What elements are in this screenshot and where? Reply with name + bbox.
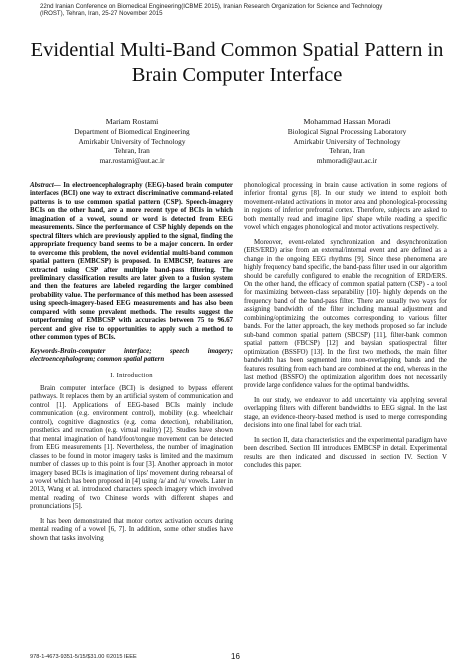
author-block-1 xyxy=(32,117,232,165)
left-column xyxy=(30,182,233,543)
conference-line-2: (IROST), Tehran, Iran, 25-27 November 2015 xyxy=(40,10,163,18)
author-university: Amirkabir University of Technology xyxy=(78,136,186,146)
author-name: Mohammad Hassan Moradi xyxy=(303,117,391,126)
footer-isbn: 978-1-4673-9351-5/15/$31.00 ©2015 IEEE xyxy=(30,654,137,660)
abstract-text: In electroencephalography (EEG)-based brain computer interfaces (BCI) one way to extract discriminative command-related patterns is to use common spatial pattern (CSP). Speech-imagery BCIs on the other hand, are a more recent type of BCIs in which imagination of a vowel, sound or word is detected from EEG measurements. Since the performance of CSP highly depends on the spectral filters which are previously applied to the signal, finding the appropriate frequency band seems to be a major concern. In order to overcome this problem, the novel evidential multi-band common spatial pattern (EMBCSP) is proposed. In EMBCSP, features are extracted using CSP after multiple band-pass filtering. The preliminary classification results are later given to a fusion system and then the features are labeled regarding the larger combined probability value. The performance of this method has been assessed using speech-imagery-based EEG measurements and has also been compared with some prevalent methods. The results suggest the outperforming of EMBCSP with accuracies between 75 to 96.67 percent and give rise to opportunities to apply such a method to other common types of BCIs. xyxy=(30,182,233,342)
right-paragraph-4: In section II, data characteristics and the experimental paradigm have been described. Section III introduces EMBCSP in detail. Experimental results are then indicated and discussed in section IV. Section V concludes this paper. xyxy=(244,436,447,470)
title-line-2: Brain Computer Interface xyxy=(131,64,343,86)
paper-title xyxy=(0,38,474,88)
conference-line-1: 22nd Iranian Conference on Biomedical Engineering(ICBME 2015), Iranian Research Organization for Science and Technology xyxy=(40,3,383,10)
abstract-label: Abstract xyxy=(30,182,54,189)
intro-paragraph-1: Brain computer interface (BCI) is designed to bypass efferent pathways. It replaces them by an artificial system of communication and control [1]. Applications of EEG-based BCIs mainly include communication (e.g. environment control), mobility (e.g. wheelchair control), cognitive diagnostics (e.g. coma detection), rehabilitation, prosthetics and recreation (e.g. virtual reality) [2]. Studies have shown that mental imagination of hand/foot/tongue movement can be detected from EEG measurements [1]. Nevertheless, the number of imagination classes to be found in motor imagery tasks is limited and the maximum number of classes up to this point is four [3]. Another approach in motor imagery based BCIs is imagination of lips' movement during rehearsal of a vowel which has been proposed in [4] using /a/ and /u/ vowels. Later in 2013, Wang et al. introduced characters speech imagery which involved mental reading of two Chinese words with different shapes and pronunciations [5]. xyxy=(30,384,233,511)
author-name: Mariam Rostami xyxy=(105,117,159,126)
conference-header xyxy=(40,3,440,18)
author-department: Department of Biomedical Engineering xyxy=(74,127,190,137)
right-paragraph-3: In our study, we endeavor to add uncertainty via applying several overlapping filters with different bandwidths to EEG signal. In the last stage, an evidence-theory-based method is used to merge corresponding decisions into one final label for each trial. xyxy=(244,396,447,430)
author-city: Tehran, Iran xyxy=(329,146,365,156)
title-line-1: Evidential Multi-Band Common Spatial Pattern in xyxy=(30,39,444,61)
intro-paragraph-2: It has been demonstrated that motor cortex activation occurs during mental reading of a vowel [6, 7]. In addition, some other studies have shown that tasks involving xyxy=(30,517,233,542)
keywords: Keywords-Brain-computer interface; speech imagery; electroencephalogram; common spatial pattern xyxy=(30,347,233,364)
right-paragraph-2: Moreover, event-related synchronization and desynchronization (ERS/ERD) arise from an external/internal event and are defined as a change in the ongoing EEG rhythms [9]. Since these phenomena are highly frequency band specific, the band-pass filter used in our algorithm should be carefully configured to enable the recognition of ERD/ERS. On the other hand, the efficacy of common spatial pattern (CSP) - a tool for maximizing between-class separability [10]- highly depends on the frequency band of the band-pass filter. There are usually two ways for assigning bandwidth of the filter including manual adjustment and combining/optimizing the outcomes corresponding to various filter bands. For the latter approach, the key methods proposed so far include sub-band common spatial pattern (SBCSP) [11], filter-bank common spatial pattern (FBCSP) [12] and baysian spatiospectral filter optimization (BSSFO) [13]. In the first two methods, the main filter bandwidth has been segmented into non-overlapping bands and the features resulting from each band are combined at the end, whereas in the last method (BSSFO) the optimization algorithm does not necessarily provide large confidence values for the optimal bandwidths. xyxy=(244,238,447,390)
section-heading-introduction: I. Introduction xyxy=(110,371,153,379)
author-city: Tehran, Iran xyxy=(114,146,150,156)
page-number: 16 xyxy=(231,652,240,661)
author-email[interactable]: mar.rostami@aut.ac.ir xyxy=(99,155,165,165)
right-paragraph-1: phonological processing in brain cause activation in some regions of inferior frontal gyrus [8]. In our study we intend to exploit both movement-related activations in motor area and phonological-processing in regions of inferior prefrontal cortex. Therefore, subjects are asked to both mentally read and imagine lips' shape while reading a specific vowel which engages phonological and motor activations respectively. xyxy=(244,182,447,232)
author-department: Biological Signal Processing Laboratory xyxy=(287,127,407,137)
author-email[interactable]: mhmoradi@aut.ac.ir xyxy=(316,155,378,165)
abstract-paragraph: Abstract— In electroencephalography (EEG)-based brain computer interfaces (BCI) one way to extract discriminative command-related patterns is to use common spatial pattern (CSP). Speech-imagery BCIs on the other hand, are a more recent type of BCIs in which imagination of a vowel, sound or word is detected from EEG measurements. Since the performance of CSP highly depends on the spectral filters which are previously applied to the signal, finding the appropriate frequency band seems to be a major concern. In order to overcome this problem, the novel evidential multi-band common spatial pattern (EMBCSP) is proposed. In EMBCSP, features are extracted using CSP after multiple band-pass filtering. The preliminary classification results are later given to a fusion system and then the features are labeled regarding the larger combined probability value. The performance of this method has been assessed using speech-imagery-based EEG measurements and has also been compared with some prevalent methods. The results suggest the outperforming of EMBCSP with accuracies between 75 to 96.67 percent and give rise to opportunities to apply such a method to other common types of BCIs. xyxy=(30,182,233,342)
author-university: Amirkabir University of Technology xyxy=(293,136,401,146)
author-block-2 xyxy=(247,117,447,165)
right-column xyxy=(244,182,447,471)
